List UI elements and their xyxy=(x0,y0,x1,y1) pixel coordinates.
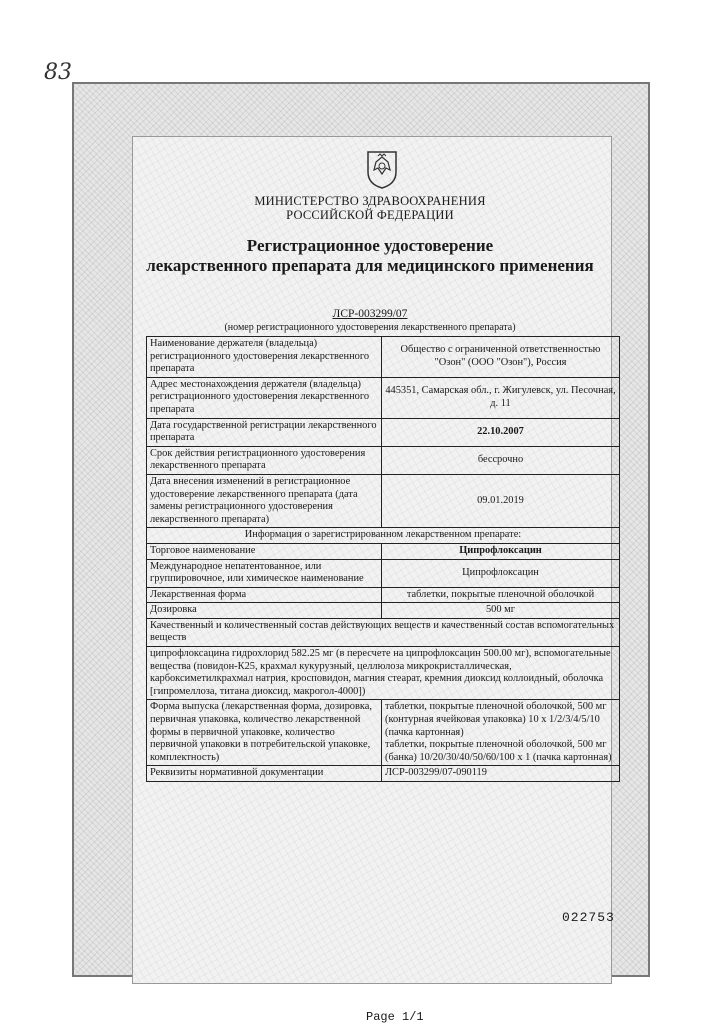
row-label: Дата внесения изменений в регистрационное удостоверение лекарственного препарата (дата замены регистрационного удостоверения лекарственного препарата) xyxy=(147,474,382,527)
ministry-line-2: РОССИЙСКОЙ ФЕДЕРАЦИИ xyxy=(286,208,454,222)
table-row xyxy=(147,603,620,619)
release-form-value-1: таблетки, покрытые пленочной оболочкой, 500 мг (контурная ячейковая упаковка) 10 х 1/2/3/4/5/10 (пачка картонная) xyxy=(385,701,607,738)
table-row xyxy=(147,618,620,646)
row-label: Международное непатентованное, или группировочное, или химическое наименование xyxy=(147,559,382,587)
table-row xyxy=(147,647,620,700)
row-value: 500 мг xyxy=(382,603,620,619)
row-value: 22.10.2007 xyxy=(382,418,620,446)
row-label: Лекарственная форма xyxy=(147,587,382,603)
release-form-value-2: таблетки, покрытые пленочной оболочкой, 500 мг (банка) 10/20/30/40/50/60/100 х 1 (пачка картонная) xyxy=(385,739,612,763)
title-line-1: Регистрационное удостоверение xyxy=(246,236,494,255)
table-row xyxy=(147,377,620,418)
row-value: 445351, Самарская обл., г. Жигулевск, ул. Песочная, д. 11 xyxy=(382,377,620,418)
row-value: ЛСР-003299/07-090119 xyxy=(382,766,620,782)
row-label: Реквизиты нормативной документации xyxy=(147,766,382,782)
serial-number: 022753 xyxy=(562,910,615,925)
page-footer: Page 1/1 xyxy=(366,1010,424,1024)
table-row xyxy=(147,700,620,766)
handwritten-mark: 83 xyxy=(44,60,72,85)
row-label: Дата государственной регистрации лекарственного препарата xyxy=(147,418,382,446)
coat-of-arms-icon xyxy=(364,148,400,190)
row-label: Дозировка xyxy=(147,603,382,619)
row-label: Наименование держателя (владельца) регистрационного удостоверения лекарственного препарата xyxy=(147,337,382,378)
row-value: Ципрофлоксацин xyxy=(382,543,620,559)
row-label: Торговое наименование xyxy=(147,543,382,559)
certificate-table xyxy=(146,336,620,782)
composition-text: ципрофлоксацина гидрохлорид 582.25 мг (в пересчете на ципрофлоксацин 500.00 мг), вспомогательные вещества (повидон-К25, крахмал кукурузный, целлюлоза микрокристаллическая, карбоксиметилкрахмал натрия, кросповидон, магния стеарат, кремния диоксид коллоидный, оболочка [гипромеллоза, титана диоксид, макрогол-4000]) xyxy=(147,647,620,700)
title-line-2: лекарственного препарата для медицинского применения xyxy=(146,256,594,275)
table-row xyxy=(147,446,620,474)
table-row xyxy=(147,474,620,527)
table-row xyxy=(147,587,620,603)
registration-number-note: (номер регистрационного удостоверения лекарственного препарата) xyxy=(224,322,516,333)
document-title xyxy=(140,236,600,276)
row-value: 09.01.2019 xyxy=(382,474,620,527)
row-value: таблетки, покрытые пленочной оболочкой xyxy=(382,587,620,603)
registration-number: ЛСР-003299/07 xyxy=(332,308,408,320)
info-header: Информация о зарегистрированном лекарственном препарате: xyxy=(147,528,620,544)
row-label: Форма выпуска (лекарственная форма, дозировка, первичная упаковка, количество лекарственной формы в первичной упаковке, количество первичной упаковки в потребительской упаковке, комплектность) xyxy=(147,700,382,766)
row-value: Ципрофлоксацин xyxy=(382,559,620,587)
ministry-name xyxy=(140,194,600,222)
table-row xyxy=(147,337,620,378)
row-value: бессрочно xyxy=(382,446,620,474)
row-value: Общество с ограниченной ответственностью "Озон" (ООО "Озон"), Россия xyxy=(382,337,620,378)
ministry-line-1: МИНИСТЕРСТВО ЗДРАВООХРАНЕНИЯ xyxy=(254,194,486,208)
table-row xyxy=(147,559,620,587)
table-row xyxy=(147,766,620,782)
table-row xyxy=(147,543,620,559)
table-row xyxy=(147,418,620,446)
table-row xyxy=(147,528,620,544)
release-form-values xyxy=(382,700,620,766)
row-label: Срок действия регистрационного удостоверения лекарственного препарата xyxy=(147,446,382,474)
row-label: Адрес местонахождения держателя (владельца) регистрационного удостоверения лекарственного препарата xyxy=(147,377,382,418)
composition-header: Качественный и количественный состав действующих веществ и качественный состав вспомогательных веществ xyxy=(147,618,620,646)
